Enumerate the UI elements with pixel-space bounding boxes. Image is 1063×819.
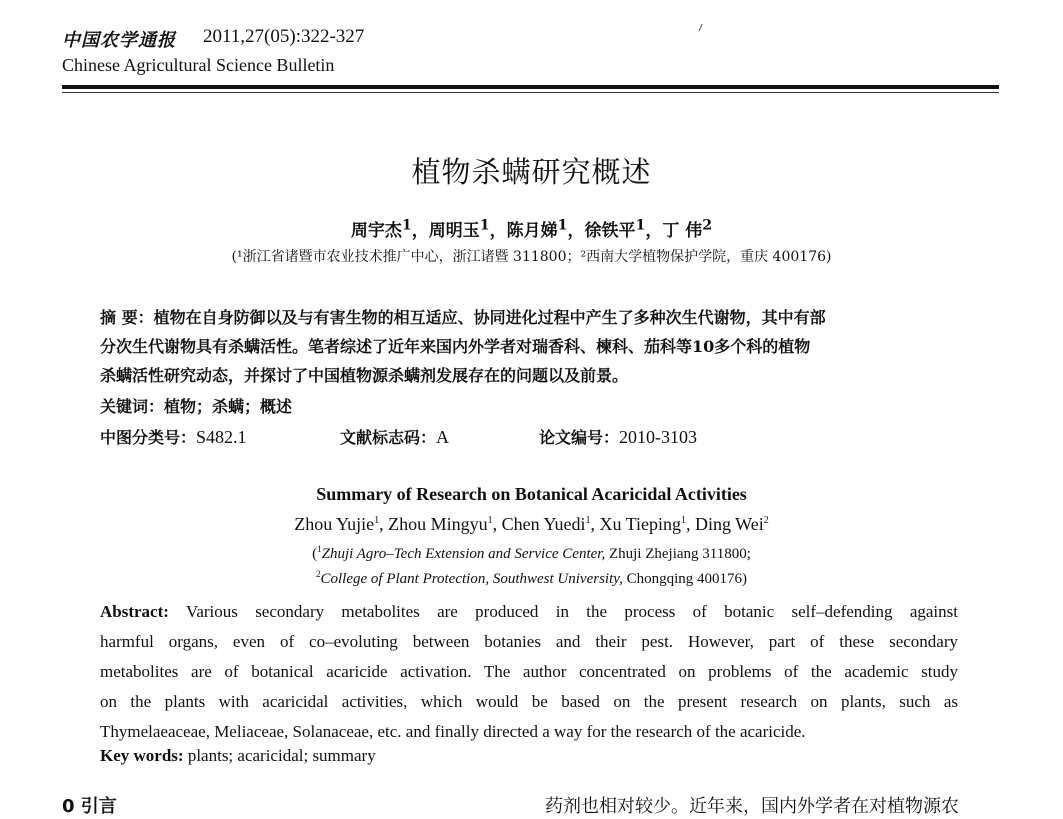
journal-name-en: Chinese Agricultural Science Bulletin — [62, 55, 335, 75]
header-rule-thin — [62, 92, 999, 93]
abstract-cn-line: 摘 要：植物在自身防御以及与有害生物的相互适应、协同进化过程中产生了多种次生代谢物，其中有部 — [100, 308, 826, 327]
keywords-en-label: Key words: — [100, 746, 184, 765]
author-cn: 陈月娣$^1$， — [506, 217, 585, 241]
author-cn: 丁 伟$^2$ — [662, 217, 713, 241]
paper-title-en: Summary of Research on Botanical Acaricidal Activities — [316, 484, 747, 504]
abstract-en-label: Abstract: — [100, 602, 169, 621]
journal-name-cn: 中国农学通报 — [62, 30, 176, 51]
abstract-en-line: harmful organs, even of co–evoluting between botanies and their pest. However, part of these secondary — [100, 632, 958, 651]
journal-citation: 2011,27(05):322-327 — [203, 26, 365, 47]
author-en: Ding Wei$^2$ — [694, 514, 769, 534]
abstract-cn-label: 摘 要： — [100, 308, 154, 327]
author-cn: 周明玉$^1$， — [428, 217, 507, 241]
abstract-en — [100, 597, 958, 747]
body-text-line: 药剂也相对较少。近年来，国内外学者在对植物源农 — [545, 796, 959, 817]
stray-mark — [698, 24, 704, 33]
author-en: Zhou Yujie$^1$, — [294, 514, 389, 534]
author-list-cn — [0, 216, 1063, 241]
document-code: 文献标志码：A — [340, 427, 450, 447]
keywords-en-value: plants; acaricidal; summary — [187, 746, 376, 765]
abstract-cn-line: 杀螨活性研究动态，并探讨了中国植物源杀螨剂发展存在的问题以及前景。 — [100, 366, 629, 385]
paper-number: 论文编号：2010-3103 — [539, 427, 698, 447]
author-en: Chen Yuedi$^1$, — [501, 514, 600, 534]
abstract-en-line: Thymelaeaceae, Meliaceae, Solanaceae, etc. and finally directed a way for the research of the acaricide. — [100, 722, 806, 741]
keywords-cn-value: 植物；杀螨；概述 — [164, 397, 293, 416]
abstract-en-line: metabolites are of botanical acaricide activation. The author concentrated on problems of the academic study — [100, 662, 958, 681]
affiliation-en-2: $^2$College of Plant Protection, Southwest University, Chongqing 400176) — [316, 569, 747, 587]
clc-number: 中图分类号：S482.1 — [100, 427, 247, 447]
keywords-cn-label: 关键词： — [100, 397, 165, 416]
abstract-cn — [100, 303, 970, 390]
author-list-en — [0, 514, 1063, 535]
author-cn: 徐铁平$^1$， — [584, 217, 663, 241]
author-en: Zhou Mingyu$^1$, — [388, 514, 502, 534]
abstract-en-line: on the plants with acaricidal activities, which would be based on the present research on plants, such as — [100, 692, 958, 711]
author-cn: 周宇杰$^1$， — [350, 217, 429, 241]
keywords-cn — [100, 394, 292, 417]
paper-title-cn: 植物杀螨研究概述 — [411, 155, 652, 189]
section-heading-introduction: 0 引言 — [62, 796, 117, 817]
header-rule-thick — [62, 85, 999, 89]
author-en: Xu Tieping$^1$, — [599, 514, 695, 534]
abstract-en-line: Abstract: Various secondary metabolites are produced in the process of botanic self–defending against — [100, 602, 958, 621]
affiliation-en-1: ($^1$Zhuji Agro–Tech Extension and Service Center, Zhuji Zhejiang 311800; — [312, 544, 751, 562]
abstract-cn-line: 分次生代谢物具有杀螨活性。笔者综述了近年来国内外学者对瑞香科、楝科、茄科等10多个科的植物 — [100, 337, 811, 356]
keywords-en — [100, 746, 376, 766]
affiliation-cn: (¹浙江省诸暨市农业技术推广中心，浙江诸暨 311800；²西南大学植物保护学院，重庆 400176) — [231, 249, 832, 265]
